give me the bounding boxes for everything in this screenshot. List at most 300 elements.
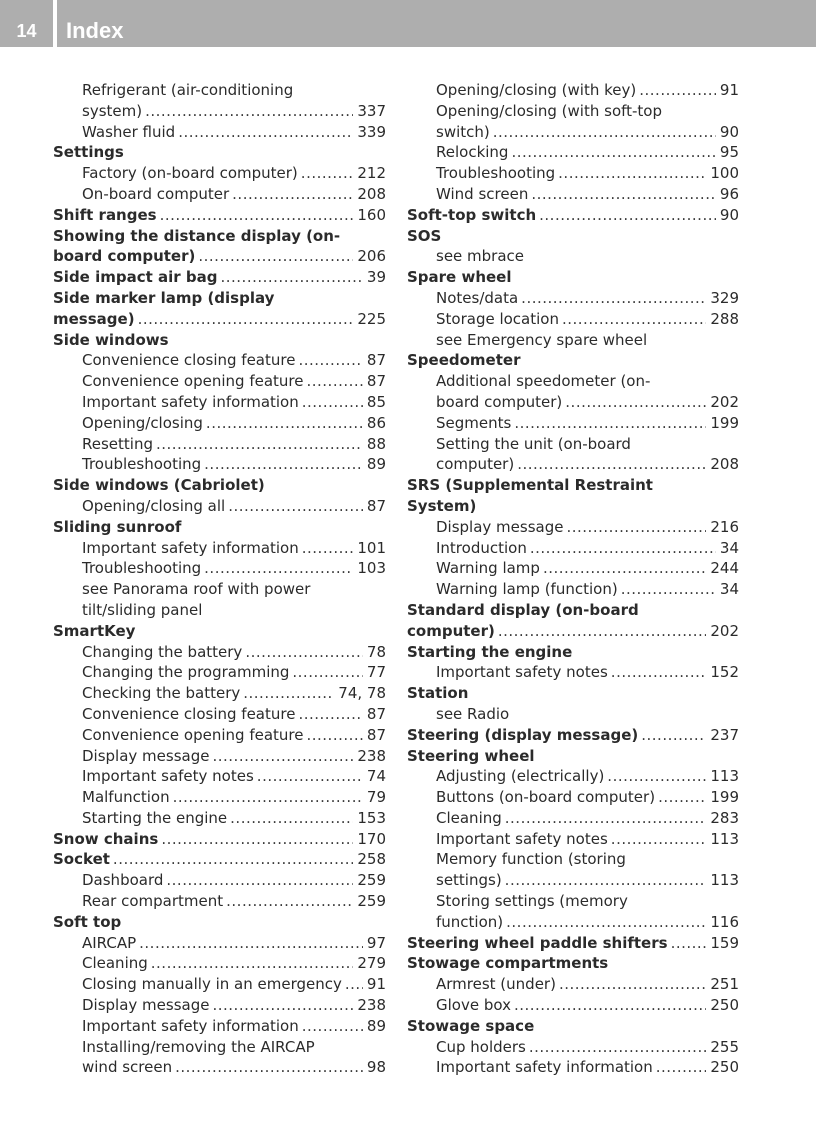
page-reference: 258 [357, 850, 386, 869]
entry-text: On-board computer [82, 184, 230, 203]
dot-leader [506, 912, 706, 933]
page-reference: 237 [710, 725, 739, 744]
page-reference: 170 [357, 829, 386, 848]
entry-text: Warning lamp (function) [436, 580, 618, 599]
index-subentry [407, 579, 739, 600]
entry-text: board computer) [53, 247, 196, 266]
dot-leader [641, 725, 706, 746]
page-reference: 96 [719, 184, 739, 203]
index-subentry [53, 350, 386, 371]
entry-text: Stowage compartments [407, 954, 609, 973]
entry-text: Storage location [436, 309, 559, 328]
dot-leader [292, 662, 363, 683]
index-heading [407, 953, 739, 974]
page-reference: 113 [710, 829, 739, 848]
dot-leader [232, 184, 353, 205]
entry-text: Steering (display message) [407, 725, 639, 744]
entry-text: Factory (on-board computer) [82, 164, 298, 183]
index-subentry [53, 1016, 386, 1037]
dot-leader [138, 309, 354, 330]
entry-text: Display message [82, 996, 210, 1015]
index-subentry [53, 392, 386, 413]
dot-leader [228, 496, 363, 517]
page-reference: 199 [710, 413, 739, 432]
dot-leader [113, 849, 353, 870]
index-subentry [53, 642, 386, 663]
entry-text: see Panorama roof with power [82, 580, 311, 599]
entry-text: Stowage space [407, 1016, 535, 1035]
page-reference: 100 [710, 164, 739, 183]
page-reference: 153 [357, 808, 386, 827]
index-subentry [407, 849, 739, 870]
index-subentry [407, 122, 739, 143]
page-reference: 202 [710, 392, 739, 411]
index-subentry [53, 933, 386, 954]
entry-text: Convenience opening feature [82, 725, 304, 744]
entry-text: computer) [436, 455, 515, 474]
dot-leader [204, 454, 363, 475]
page-reference: 87 [366, 372, 386, 391]
index-heading [407, 621, 739, 642]
entry-text: Steering wheel [407, 746, 535, 765]
dot-leader [498, 621, 707, 642]
index-heading [407, 475, 739, 496]
page-reference: 90 [719, 122, 739, 141]
dot-leader [543, 558, 706, 579]
entry-text: Warning lamp [436, 559, 540, 578]
entry-text: Wind screen [436, 184, 529, 203]
entry-text: switch) [436, 122, 490, 141]
index-heading [407, 267, 739, 288]
entry-text: function) [436, 912, 504, 931]
index-subentry [53, 184, 386, 205]
entry-text: Soft top [53, 912, 122, 931]
index-heading [53, 621, 386, 642]
page-reference: 97 [366, 933, 386, 952]
dot-leader [151, 953, 354, 974]
index-heading [53, 288, 386, 309]
entry-text: see Radio [436, 704, 510, 723]
page-reference: 89 [366, 1016, 386, 1035]
entry-text: Rear compartment [82, 892, 224, 911]
entry-text: SmartKey [53, 621, 136, 640]
entry-text: Adjusting (electrically) [436, 767, 605, 786]
index-subentry [53, 80, 386, 101]
dot-leader [156, 434, 363, 455]
dot-leader [566, 517, 706, 538]
index-subentry [407, 829, 739, 850]
page-reference: 95 [719, 143, 739, 162]
entry-text: Side windows [53, 330, 169, 349]
dot-leader [166, 870, 353, 891]
dot-leader [656, 1057, 707, 1078]
dot-leader [212, 746, 353, 767]
dot-leader [302, 1016, 363, 1037]
entry-text: SRS (Supplemental Restraint [407, 476, 653, 495]
index-heading [53, 309, 386, 330]
index-heading [407, 746, 739, 767]
index-subentry [53, 953, 386, 974]
index-heading [53, 912, 386, 933]
index-subentry [53, 413, 386, 434]
dot-leader [206, 413, 363, 434]
page-reference: 159 [710, 933, 739, 952]
index-subentry [407, 1037, 739, 1058]
dot-leader [178, 122, 353, 143]
index-subentry [53, 371, 386, 392]
dot-leader [658, 787, 706, 808]
dot-leader [302, 538, 354, 559]
entry-text: System) [407, 496, 477, 515]
page-reference: 283 [710, 808, 739, 827]
entry-text: Standard display (on-board [407, 600, 639, 619]
index-subentry [53, 787, 386, 808]
dot-leader [212, 995, 353, 1016]
index-subentry [407, 995, 739, 1016]
page-reference: 79 [366, 788, 386, 807]
dot-leader [298, 350, 362, 371]
page-reference: 250 [710, 996, 739, 1015]
entry-text: Opening/closing (with key) [436, 81, 637, 99]
entry-text: Refrigerant (air-conditioning [82, 81, 294, 99]
index-subentry [407, 517, 739, 538]
index-subentry [407, 330, 739, 351]
dot-leader [175, 1057, 363, 1078]
index-subentry [53, 600, 386, 621]
page-reference: 101 [357, 538, 386, 557]
dot-leader [529, 1037, 707, 1058]
index-subentry [407, 662, 739, 683]
entry-text: Side windows (Cabriolet) [53, 476, 265, 495]
entry-text: Washer fluid [82, 122, 176, 141]
index-subentry [53, 1057, 386, 1078]
entry-text: Introduction [436, 538, 527, 557]
dot-leader [559, 974, 706, 995]
index-subentry [407, 101, 739, 122]
page-reference: 34 [719, 538, 739, 557]
index-subentry [407, 392, 739, 413]
dot-leader [517, 454, 706, 475]
index-subentry [53, 725, 386, 746]
dot-leader [611, 662, 707, 683]
entry-text: wind screen [82, 1058, 173, 1077]
page-reference: 244 [710, 559, 739, 578]
entry-text: Important safety information [436, 1058, 653, 1077]
index-subentry [53, 766, 386, 787]
entry-text: Socket [53, 850, 110, 869]
page-reference: 87 [366, 351, 386, 370]
entry-text: Steering wheel paddle shifters [407, 933, 668, 952]
dot-leader [565, 392, 706, 413]
index-subentry [407, 454, 739, 475]
entry-text: computer) [407, 621, 495, 640]
dot-leader [621, 579, 716, 600]
dot-leader [514, 413, 706, 434]
page-reference: 90 [719, 205, 739, 224]
dot-leader [514, 995, 706, 1016]
dot-leader [145, 101, 353, 122]
entry-text: Relocking [436, 143, 509, 162]
entry-text: Glove box [436, 996, 511, 1015]
header-divider [53, 0, 57, 47]
index-subentry [53, 1037, 386, 1058]
page-reference: 78 [366, 642, 386, 661]
entry-text: Important safety notes [436, 829, 608, 848]
entry-text: Convenience closing feature [82, 351, 296, 370]
entry-text: Installing/removing the AIRCAP [82, 1037, 315, 1056]
index-subentry [53, 454, 386, 475]
page-reference: 208 [357, 184, 386, 203]
index-subentry [53, 434, 386, 455]
index-subentry [53, 746, 386, 767]
index-subentry [407, 808, 739, 829]
dot-leader [302, 392, 363, 413]
page-reference: 212 [357, 164, 386, 183]
entry-text: Malfunction [82, 788, 170, 807]
entry-text: Important safety notes [436, 663, 608, 682]
index-subentry [407, 184, 739, 205]
dot-leader [139, 933, 363, 954]
page-reference: 34 [719, 580, 739, 599]
entry-text: Side marker lamp (display [53, 288, 275, 307]
dot-leader [493, 122, 716, 143]
entry-text: SOS [407, 226, 442, 245]
entry-text: Resetting [82, 434, 153, 453]
dot-leader [204, 558, 353, 579]
dot-leader [173, 787, 363, 808]
index-heading [407, 683, 739, 704]
index-heading [407, 205, 739, 226]
entry-text: Opening/closing all [82, 496, 226, 515]
index-subentry [407, 288, 739, 309]
entry-text: Side impact air bag [53, 268, 218, 287]
index-subentry [407, 787, 739, 808]
index-subentry [407, 891, 739, 912]
index-subentry [53, 579, 386, 600]
page-reference: 74, 78 [338, 684, 386, 703]
index-subentry [407, 912, 739, 933]
entry-text: Important safety information [82, 1016, 299, 1035]
entry-text: Display message [82, 746, 210, 765]
page-reference: 199 [710, 788, 739, 807]
index-subentry [53, 870, 386, 891]
page-reference: 86 [366, 413, 386, 432]
page-reference: 251 [710, 975, 739, 994]
index-heading [407, 642, 739, 663]
page-reference: 339 [357, 122, 386, 141]
page-reference: 206 [357, 247, 386, 266]
entry-text: Convenience opening feature [82, 372, 304, 391]
page-reference: 259 [357, 892, 386, 911]
entry-text: Important safety notes [82, 767, 254, 786]
entry-text: Display message [436, 517, 564, 536]
dot-leader [558, 163, 706, 184]
entry-text: see Emergency spare wheel [436, 330, 648, 349]
index-subentry [407, 309, 739, 330]
entry-text: Troubleshooting [82, 559, 202, 578]
index-subentry [407, 1057, 739, 1078]
page-reference: 225 [357, 309, 386, 328]
index-heading [407, 725, 739, 746]
entry-text: AIRCAP [82, 933, 137, 952]
page-reference: 103 [357, 559, 386, 578]
index-subentry [407, 434, 739, 455]
entry-text: Dashboard [82, 871, 164, 890]
page-reference: 77 [366, 663, 386, 682]
index-subentry [407, 870, 739, 891]
index-subentry [53, 163, 386, 184]
index-subentry [407, 766, 739, 787]
entry-text: see mbrace [436, 247, 525, 266]
index-subentry [53, 496, 386, 517]
page-reference: 255 [710, 1037, 739, 1056]
index-heading [53, 267, 386, 288]
index-subentry [53, 974, 386, 995]
entry-text: Snow chains [53, 829, 159, 848]
dot-leader [671, 933, 707, 954]
dot-leader [306, 371, 362, 392]
dot-leader [611, 829, 707, 850]
index-heading [407, 600, 739, 621]
dot-leader [243, 683, 334, 704]
entry-text: Troubleshooting [82, 455, 202, 474]
page-reference: 216 [710, 517, 739, 536]
index-column-left [53, 80, 386, 1078]
entry-text: Notes/data [436, 288, 519, 307]
dot-leader [245, 642, 363, 663]
index-heading [53, 205, 386, 226]
index-subentry [407, 974, 739, 995]
page-reference: 88 [366, 434, 386, 453]
entry-text: Setting the unit (on-board [436, 434, 631, 453]
index-heading [53, 330, 386, 351]
entry-text: Starting the engine [82, 808, 228, 827]
entry-text: Shift ranges [53, 205, 157, 224]
page-number: 14 [16, 21, 37, 41]
index-heading [53, 246, 386, 267]
dot-leader [505, 808, 707, 829]
dot-leader [562, 309, 706, 330]
dot-leader [531, 184, 716, 205]
index-subentry [53, 662, 386, 683]
entry-text: tilt/sliding panel [82, 600, 203, 619]
page-reference: 250 [710, 1058, 739, 1077]
dot-leader [511, 142, 715, 163]
index-subentry [53, 538, 386, 559]
index-subentry [407, 163, 739, 184]
entry-text: Cleaning [82, 954, 148, 973]
index-subentry [407, 704, 739, 725]
dot-leader [226, 891, 353, 912]
page-reference: 337 [357, 101, 386, 120]
index-subentry [53, 122, 386, 143]
dot-leader [639, 80, 716, 101]
index-subentry [53, 891, 386, 912]
page-reference: 238 [357, 996, 386, 1015]
index-subentry [53, 101, 386, 122]
index-subentry [53, 995, 386, 1016]
entry-text: Changing the programming [82, 663, 290, 682]
index-heading [407, 496, 739, 517]
entry-text: message) [53, 309, 135, 328]
page-reference: 87 [366, 704, 386, 723]
page-reference: 113 [710, 871, 739, 890]
index-column-right [407, 80, 739, 1078]
page-reference: 152 [710, 663, 739, 682]
page-reference: 259 [357, 871, 386, 890]
page-reference: 87 [366, 496, 386, 515]
page-reference: 87 [366, 725, 386, 744]
page-reference: 160 [357, 205, 386, 224]
index-subentry [407, 538, 739, 559]
index-subentry [407, 80, 739, 101]
entry-text: Important safety information [82, 538, 299, 557]
index-heading [53, 142, 386, 163]
entry-text: Showing the distance display (on- [53, 226, 341, 245]
entry-text: Spare wheel [407, 268, 512, 287]
page-reference: 91 [719, 81, 739, 99]
index-heading [407, 1016, 739, 1037]
dot-leader [521, 288, 706, 309]
dot-leader [161, 829, 353, 850]
index-heading [407, 350, 739, 371]
page-reference: 74 [366, 767, 386, 786]
entry-text: system) [82, 101, 143, 120]
dot-leader [298, 704, 362, 725]
dot-leader [198, 246, 353, 267]
entry-text: Important safety information [82, 392, 299, 411]
entry-text: Closing manually in an emergency [82, 975, 342, 994]
page-reference: 202 [710, 621, 739, 640]
index-heading [53, 226, 386, 247]
index-subentry [407, 246, 739, 267]
entry-text: Armrest (under) [436, 975, 556, 994]
index-subentry [407, 142, 739, 163]
index-subentry [407, 413, 739, 434]
entry-text: Checking the battery [82, 684, 241, 703]
index-subentry [53, 704, 386, 725]
dot-leader [306, 725, 362, 746]
entry-text: Sliding sunroof [53, 517, 182, 536]
dot-leader [530, 538, 716, 559]
page-reference: 98 [366, 1058, 386, 1077]
index-subentry [53, 808, 386, 829]
index-subentry [407, 371, 739, 392]
index-heading [407, 933, 739, 954]
entry-text: Segments [436, 413, 512, 432]
entry-text: Opening/closing [82, 413, 203, 432]
entry-text: Cleaning [436, 808, 502, 827]
entry-text: Memory function (storing [436, 850, 626, 869]
page-header [0, 0, 816, 47]
page-title: Index [66, 18, 124, 43]
dot-leader [539, 205, 716, 226]
dot-leader [345, 974, 363, 995]
entry-text: Opening/closing (with soft-top [436, 101, 663, 120]
index-subentry [407, 558, 739, 579]
entry-text: Starting the engine [407, 642, 573, 661]
index-heading [53, 829, 386, 850]
dot-leader [607, 766, 706, 787]
dot-leader [257, 766, 363, 787]
entry-text: Speedometer [407, 351, 521, 370]
entry-text: Troubleshooting [436, 164, 556, 183]
dot-leader [230, 808, 353, 829]
dot-leader [505, 870, 707, 891]
dot-leader [160, 205, 354, 226]
page-reference: 113 [710, 767, 739, 786]
page-reference: 279 [357, 954, 386, 973]
